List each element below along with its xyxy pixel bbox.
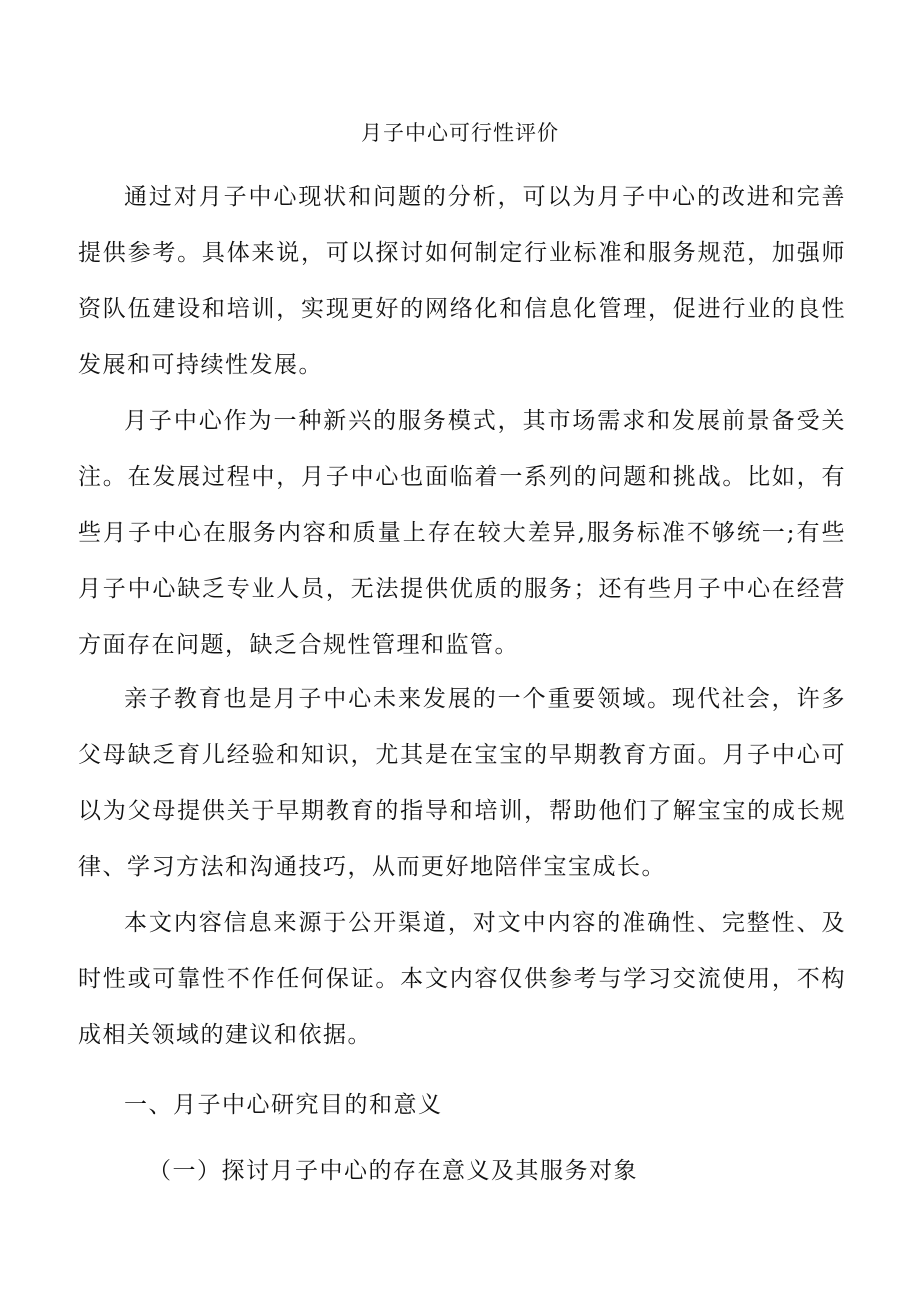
paragraph-disclaimer: 本文内容信息来源于公开渠道，对文中内容的准确性、完整性、及时性或可靠性不作任何保证。本文内容仅供参考与学习交流使用，不构成相关领域的建议和依据。 (78, 910, 846, 1048)
document-title: 月子中心可行性评价 (361, 121, 559, 145)
subsection-heading: （一）探讨月子中心的存在意义及其服务对象 (148, 1158, 638, 1184)
paragraph-parent-education: 亲子教育也是月子中心未来发展的一个重要领域。现代社会，许多父母缺乏育儿经验和知识，尤其是在宝宝的早期教育方面。月子中心可以为父母提供关于早期教育的指导和培训，帮助他们了解宝宝的成长规律、学习方法和沟通技巧，从而更好地陪伴宝宝成长。 (78, 686, 846, 880)
paragraph-challenges: 月子中心作为一种新兴的服务模式，其市场需求和发展前景备受关注。在发展过程中，月子中心也面临着一系列的问题和挑战。比如，有些月子中心在服务内容和质量上存在较大差异,服务标准不够统一;有些月子中心缺乏专业人员，无法提供优质的服务；还有些月子中心在经营方面存在问题，缺乏合规性管理和监管。 (78, 408, 846, 658)
paragraph-improvement: 通过对月子中心现状和问题的分析，可以为月子中心的改进和完善提供参考。具体来说，可以探讨如何制定行业标准和服务规范，加强师资队伍建设和培训，实现更好的网络化和信息化管理，促进行业的良性发展和可持续性发展。 (78, 184, 846, 378)
section-heading: 一、月子中心研究目的和意义 (124, 1092, 443, 1118)
